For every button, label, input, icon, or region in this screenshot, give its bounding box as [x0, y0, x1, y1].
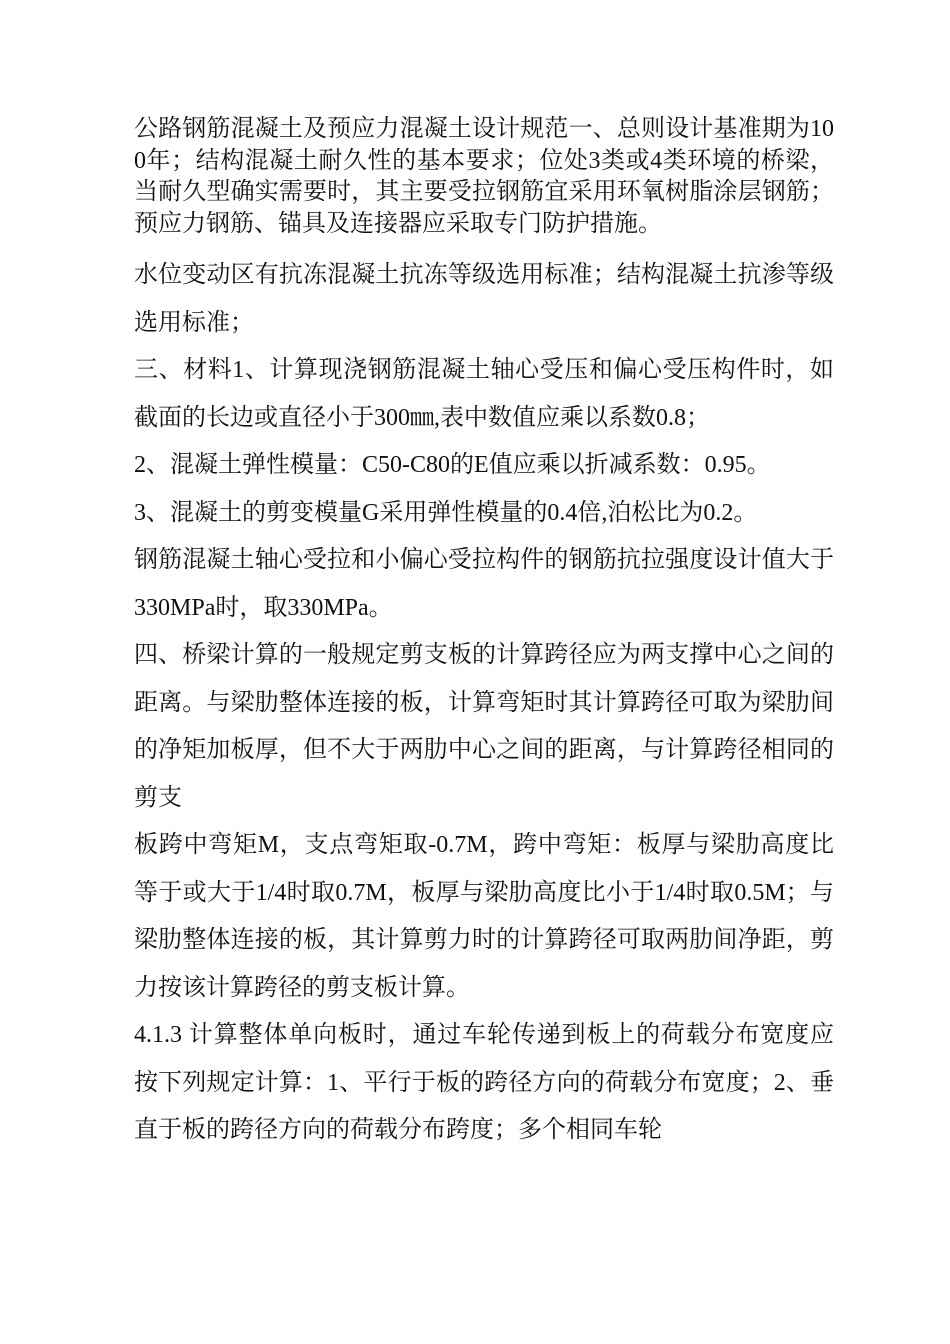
paragraph-tensile-strength: 钢筋混凝土轴心受拉和小偏心受拉构件的钢筋抗拉强度设计值大于330MPa时，取330MPa。	[134, 547, 834, 621]
paragraph-elastic-modulus: 2、混凝土弹性模量：C50-C80的E值应乘以折减系数：0.95。	[134, 452, 771, 478]
paragraph-general-provisions: 公路钢筋混凝土及预应力混凝土设计规范一、总则设计基准期为100年；结构混凝土耐久性的基本要求；位处3类或4类环境的桥梁，当耐久型确实需要时，其主要受拉钢筋宜采用环氧树脂涂层钢筋；预应力钢筋、锚具及连接器应采取专门防护措施。	[134, 116, 834, 237]
paragraph-frost-resistance: 水位变动区有抗冻混凝土抗冻等级选用标准；结构混凝土抗渗等级选用标准；	[134, 262, 834, 336]
paragraph-shear-modulus: 3、混凝土的剪变模量G采用弹性模量的0.4倍,泊松比为0.2。	[134, 499, 758, 526]
paragraph-load-distribution: 4.1.3 计算整体单向板时，通过车轮传递到板上的荷载分布宽度应按下列规定计算：1、平行于板的跨径方向的荷载分布宽度；2、垂直于板的跨径方向的荷载分布跨度；多个相同车轮	[134, 1022, 834, 1143]
paragraph-materials: 三、材料1、计算现浇钢筋混凝土轴心受压和偏心受压构件时，如截面的长边或直径小于300㎜,表中数值应乘以系数0.8；	[134, 357, 834, 431]
paragraph-bridge-calculation: 四、桥梁计算的一般规定剪支板的计算跨径应为两支撑中心之间的距离。与梁肋整体连接的板，计算弯矩时其计算跨径可取为梁肋间的净矩加板厚，但不大于两肋中心之间的距离，与计算跨径相同的剪支	[134, 642, 834, 811]
paragraph-slab-moment: 板跨中弯矩M，支点弯矩取-0.7M，跨中弯矩：板厚与梁肋高度比等于或大于1/4时取0.7M，板厚与梁肋高度比小于1/4时取0.5M；与梁肋整体连接的板，其计算剪力时的计算跨径可取两肋间净距，剪力按该计算跨径的剪支板计算。	[134, 832, 834, 1001]
document-body	[134, 114, 834, 1155]
